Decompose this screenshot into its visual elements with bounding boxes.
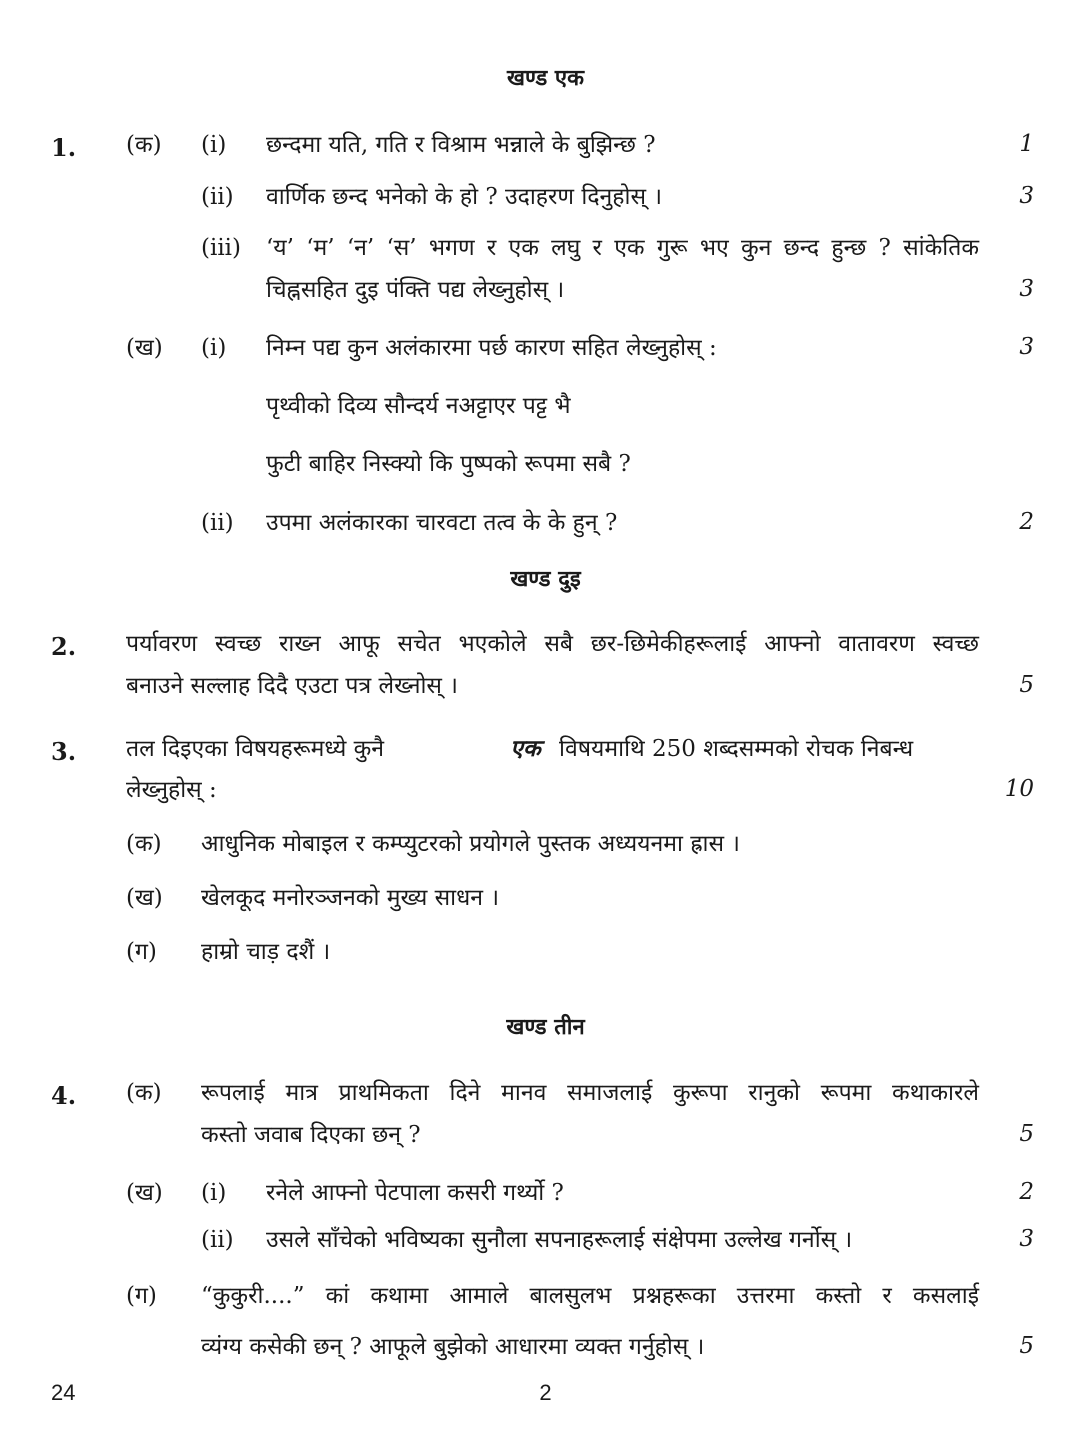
q3-marks: 10 bbox=[1004, 776, 1034, 802]
section-heading-three: खण्ड तीन bbox=[506, 1014, 585, 1040]
poem-line-1: पृथ्वीको दिव्य सौन्दर्य नअट्टाएर पट्ट भै bbox=[266, 393, 571, 419]
q3-line-1-part-a: तल दिइएका विषयहरूमध्ये कुनै bbox=[126, 736, 385, 762]
q3-option-ka-text: आधुनिक मोबाइल र कम्प्युटरको प्रयोगले पुस्तक अध्ययनमा ह्रास । bbox=[201, 831, 741, 857]
q1-kha-i-marks: 3 bbox=[1019, 334, 1034, 360]
q3-line-2: लेख्नुहोस् : bbox=[126, 777, 217, 803]
question-number-4: 4. bbox=[51, 1081, 77, 1110]
q4-kha-ii-text: उसले साँचेको भविष्यका सुनौला सपनाहरूलाई संक्षेपमा उल्लेख गर्नोस् । bbox=[266, 1227, 853, 1253]
q4-kha-ii-marks: 3 bbox=[1019, 1226, 1034, 1252]
q4-ga-line-2: व्यंग्य कसेकी छन् ? आफूले बुझेको आधारमा व्यक्त गर्नुहोस् । bbox=[201, 1334, 705, 1360]
q1-ka-ii-text: वार्णिक छन्द भनेको के हो ? उदाहरण दिनुहोस् । bbox=[266, 184, 663, 210]
q3-option-ga-label: (ग) bbox=[126, 939, 157, 965]
q3-option-ka-label: (क) bbox=[126, 831, 162, 857]
q2-line-2: बनाउने सल्लाह दिदै एउटा पत्र लेख्नोस् । bbox=[126, 673, 458, 699]
page-number: 2 bbox=[539, 1380, 552, 1405]
question-number-2: 2. bbox=[51, 632, 77, 661]
q3-emphasis-ek: एक bbox=[510, 735, 541, 762]
q1-ka-iii-line2: चिह्नसहित दुइ पंक्ति पद्य लेख्नुहोस् । bbox=[266, 277, 565, 303]
q4-kha-ii-label: (ii) bbox=[201, 1227, 234, 1253]
q4-kha-i-marks: 2 bbox=[1019, 1179, 1034, 1205]
q4-ka-line-1: रूपलाई मात्र प्राथमिकता दिने मानव समाजलाई कुरूपा रानुको रूपमा कथाकारले bbox=[201, 1080, 979, 1106]
footer-code: 24 bbox=[51, 1380, 76, 1405]
q4-part-ka-label: (क) bbox=[126, 1080, 162, 1106]
q1-ka-iii-marks: 3 bbox=[1019, 276, 1034, 302]
q1-ka-ii-label: (ii) bbox=[201, 184, 234, 210]
q4-ga-line-1: “कुकुरी....” कां कथामा आमाले बालसुलभ प्रश्नहरूका उत्तरमा कस्तो र कसलाई bbox=[201, 1283, 979, 1309]
q1-ka-iii-label: (iii) bbox=[201, 235, 242, 261]
q1-ka-iii-line1: ‘य’ ‘म’ ‘न’ ‘स’ भगण र एक लघु र एक गुरू भए कुन छन्द हुन्छ ? सांकेतिक bbox=[266, 235, 979, 261]
q1-kha-ii-text: उपमा अलंकारका चारवटा तत्व के के हुन् ? bbox=[266, 510, 618, 536]
q1-part-ka-label: (क) bbox=[126, 132, 162, 158]
q3-option-ga-text: हाम्रो चाड़ दशैं । bbox=[201, 939, 331, 965]
q1-ka-i-marks: 1 bbox=[1019, 131, 1034, 157]
q1-kha-ii-label: (ii) bbox=[201, 510, 234, 536]
q4-kha-i-label: (i) bbox=[201, 1180, 227, 1206]
q1-ka-i-label: (i) bbox=[201, 132, 227, 158]
q1-kha-ii-marks: 2 bbox=[1019, 509, 1034, 535]
q4-ka-line-2: कस्तो जवाब दिएका छन् ? bbox=[201, 1122, 421, 1148]
q4-part-ga-label: (ग) bbox=[126, 1283, 157, 1309]
q2-line-1: पर्यावरण स्वच्छ राख्न आफू सचेत भएकोले सबै छर-छिमेकीहरूलाई आफ्नो वातावरण स्वच्छ bbox=[126, 631, 979, 657]
q3-line-1 bbox=[126, 734, 979, 764]
q1-kha-i-label: (i) bbox=[201, 335, 227, 361]
q3-option-kha-text: खेलकूद मनोरञ्जनको मुख्य साधन । bbox=[201, 885, 500, 911]
q4-ga-marks: 5 bbox=[1019, 1333, 1034, 1359]
q3-option-kha-label: (ख) bbox=[126, 885, 163, 911]
q1-ka-i-text: छन्दमा यति, गति र विश्राम भन्नाले के बुझिन्छ ? bbox=[266, 132, 656, 158]
q4-part-kha-label: (ख) bbox=[126, 1180, 163, 1206]
question-number-3: 3. bbox=[51, 737, 77, 766]
question-number-1: 1. bbox=[51, 133, 77, 162]
q2-marks: 5 bbox=[1019, 672, 1034, 698]
section-heading-one: खण्ड एक bbox=[507, 65, 584, 91]
q3-line-1-part-b: विषयमाथि 250 शब्दसम्मको रोचक निबन्ध bbox=[558, 736, 914, 762]
q1-ka-ii-marks: 3 bbox=[1019, 183, 1034, 209]
q1-kha-i-text: निम्न पद्य कुन अलंकारमा पर्छ कारण सहित लेख्नुहोस् : bbox=[266, 335, 717, 361]
q1-part-kha-label: (ख) bbox=[126, 335, 163, 361]
q4-ka-marks: 5 bbox=[1019, 1121, 1034, 1147]
poem-line-2: फुटी बाहिर निस्क्यो कि पुष्पको रूपमा सबै ? bbox=[266, 451, 631, 477]
section-heading-two: खण्ड दुइ bbox=[510, 566, 581, 592]
q4-kha-i-text: रनेले आफ्नो पेटपाला कसरी गर्थ्यो ? bbox=[266, 1180, 564, 1206]
